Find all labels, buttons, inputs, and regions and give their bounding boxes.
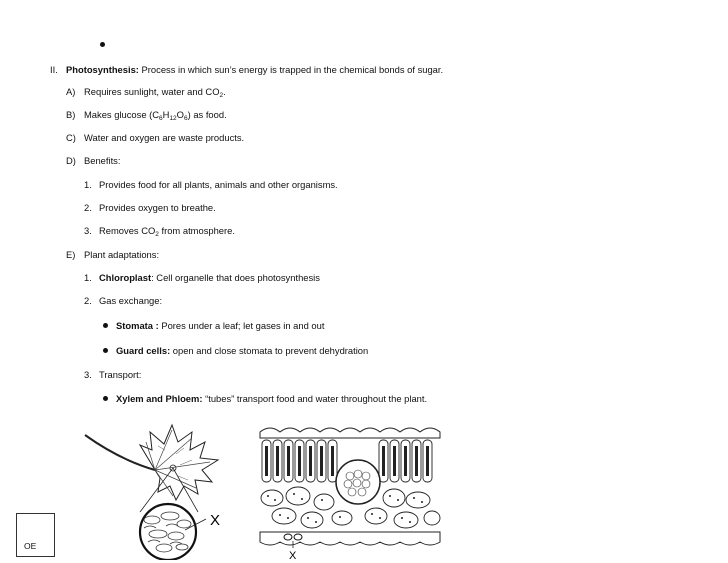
stomata-definition: Pores under a leaf; let gases in and out [158,320,325,331]
xylem-bullet [103,396,108,401]
item-b-sub1: 6 [159,115,163,122]
section-definition: Process in which sun’s energy is trapped in the chemical bonds of sugar. [141,64,444,75]
empty-bullet [100,42,105,47]
item-a-text-end: . [223,86,226,97]
benefit-3-subscript: 2 [155,231,159,238]
guard-cells-definition: open and close stomata to prevent dehydration [170,345,369,356]
stomata-term: Stomata : [116,320,159,331]
item-a-label: A) [66,86,76,97]
item-b-mid1: H [162,109,170,120]
item-e-text: Plant adaptations: [84,249,160,260]
leaf-cross-section-illustration [258,420,453,560]
benefit-3-text [99,225,235,237]
benefit-2-text: Provides oxygen to breathe. [99,202,216,213]
xylem-term: Xylem and Phloem: [116,393,203,404]
guard-cells-text [116,345,368,357]
chloroplast-definition: : Cell organelle that does photosynthesis [151,272,320,283]
item-b-label: B) [66,109,76,120]
adaptation-3-num: 3. [84,369,92,380]
footer-box [16,513,55,557]
benefit-3-part: Removes CO [99,225,156,236]
benefit-1-text: Provides food for all plants, animals and other organisms. [99,179,338,190]
item-c-label: C) [66,132,76,143]
stomata-bullet [103,323,108,328]
benefit-1-num: 1. [84,179,92,190]
item-e-label: E) [66,249,76,260]
item-a-text [84,86,226,98]
xylem-definition: “tubes” transport food and water throughout the plant. [202,393,428,404]
leaf-illustration [80,420,250,560]
section-heading [66,64,443,76]
guard-cells-bullet [103,348,108,353]
item-b-text-end: ) as food. [187,109,227,120]
adaptation-2-text: Gas exchange: [99,295,163,306]
guard-cells-term: Guard cells: [116,345,171,356]
section-term: Photosynthesis: [66,64,139,75]
xylem-text [116,393,427,405]
adaptation-1-text [99,272,320,284]
figure-left-label: X [210,512,221,529]
item-b-text-part: Makes glucose (C [84,109,160,120]
item-b-mid2: O [176,109,184,120]
item-b-sub2: 12 [169,115,177,122]
benefit-3-end: from atmosphere. [158,225,235,236]
chloroplast-term: Chloroplast [99,272,152,283]
item-d-label: D) [66,155,76,166]
footer-text: OE [24,541,37,551]
item-b-sub3: 6 [183,115,188,122]
item-a-text-part: Requires sunlight, water and CO [84,86,220,97]
adaptation-2-num: 2. [84,295,92,306]
benefit-2-num: 2. [84,202,92,213]
adaptation-3-text: Transport: [99,369,142,380]
item-c-text: Water and oxygen are waste products. [84,132,245,143]
benefit-3-num: 3. [84,225,92,236]
adaptation-1-num: 1. [84,272,92,283]
figure-right-label: X [289,550,297,560]
section-numeral: II. [50,64,58,75]
stomata-text [116,320,324,332]
item-a-subscript: 2 [219,92,224,99]
item-b-text [84,109,227,121]
item-d-text: Benefits: [84,155,121,166]
